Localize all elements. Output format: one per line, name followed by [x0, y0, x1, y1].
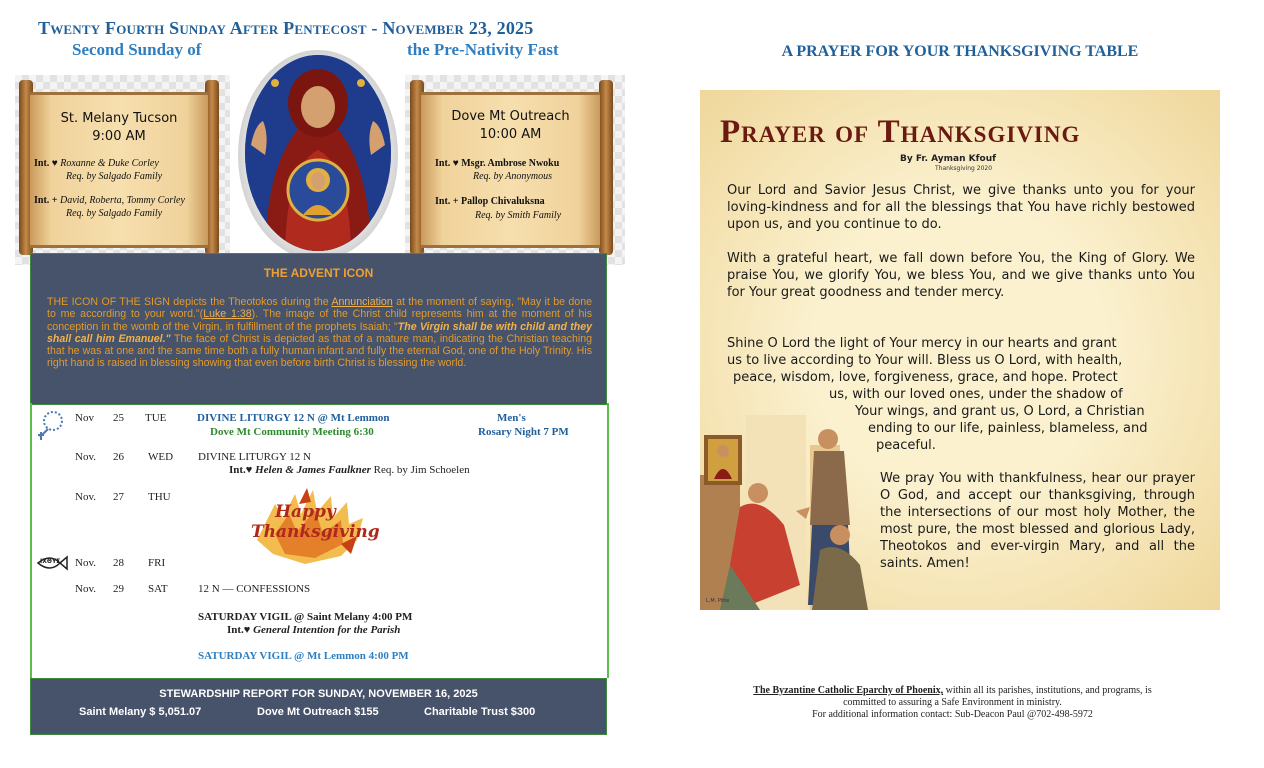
vigil-mt-lemmon: SATURDAY VIGIL @ Mt Lemmon 4:00 PM	[198, 650, 409, 662]
annunciation-link[interactable]: Annunciation	[331, 296, 393, 308]
row5-event: 12 N — CONFESSIONS	[198, 583, 311, 595]
prayer-para3-l5: Your wings, and grant us, O Lord, a Christian	[855, 404, 1145, 419]
thanksgiving-text: Thanksgiving	[251, 522, 380, 542]
row1-event: DIVINE LITURGY 12 N @ Mt Lemmon	[197, 412, 390, 424]
bulletin-title: Twenty Fourth Sunday After Pentecost - November 23, 2025	[38, 18, 534, 38]
scroll-time: 9:00 AM	[92, 129, 146, 144]
eparchy-link[interactable]: The Byzantine Catholic Eparchy of Phoenix,	[753, 685, 944, 696]
bulletin-subtitle-left: Second Sunday of	[72, 40, 202, 59]
row4-day: 28	[113, 557, 124, 569]
prayer-para3-l3: peace, wisdom, love, forgiveness, grace, and hope. Protect	[733, 370, 1118, 385]
stewardship-st-melany: Saint Melany $ 5,051.07	[79, 706, 202, 718]
theotokos-icon	[245, 55, 391, 251]
scroll-dove-mt	[421, 92, 600, 248]
advent-icon-box	[30, 253, 607, 405]
intention-2-req: Req. by Smith Family	[475, 210, 562, 221]
stewardship-charitable: Charitable Trust $300	[424, 706, 536, 718]
row2-day: 26	[113, 451, 124, 463]
scroll-title: St. Melany Tucson	[60, 111, 178, 126]
row5-day: 29	[113, 583, 124, 595]
scroll-rod-right-2	[599, 80, 613, 255]
ichthys-label: IXΘYΣ	[40, 558, 61, 565]
intention-1: Int. ♥ Msgr. Ambrose Nwoku	[435, 158, 560, 169]
row1-side2: Rosary Night 7 PM	[478, 426, 569, 438]
prayer-para3-l4: us, with our loved ones, under the shadow of	[829, 387, 1123, 402]
scroll-title: Dove Mt Outreach	[451, 109, 570, 124]
row1-side1: Men's	[497, 412, 526, 424]
bulletin-subtitle-right: the Pre-Nativity Fast	[407, 40, 559, 59]
prayer-para4: We pray You with thankfulness, hear our prayer O God, and accept our thanksgiving, through the intersections of our most holy Mother, the most pure, the most blessed and glorious Lady, Theotokos and ever-virgin Mary, and all the saints. Amen!	[880, 471, 1195, 571]
prayer-para3-l1: Shine O Lord the light of Your mercy in our hearts and grant	[727, 336, 1117, 351]
happy-text: Happy	[275, 502, 336, 522]
row4-month: Nov.	[75, 557, 96, 569]
scroll-st-melany	[30, 92, 208, 248]
art-signature: L.M. Pitte	[706, 598, 730, 604]
prayer-para3-l6: ending to our life, painless, blameless, and	[868, 421, 1148, 436]
row5-month: Nov.	[75, 583, 96, 595]
intention-2-req: Req. by Salgado Family	[66, 208, 163, 219]
row1-dow: TUE	[145, 412, 167, 424]
intention-1: Int. ♥ Roxanne & Duke Corley	[34, 158, 159, 169]
prayer-para3-l2: us to live according to Your will. Bless us O Lord, with health,	[727, 353, 1123, 368]
prayer-title: Prayer of Thanksgiving	[720, 114, 1081, 150]
stewardship-dove-mt: Dove Mt Outreach $155	[257, 706, 379, 718]
prayer-para1: Our Lord and Savior Jesus Christ, we give thanks unto you for your loving-kindness and for all the blessings that You have richly bestowed upon us, and you continue to do.	[727, 183, 1195, 232]
luke-link[interactable]: Luke 1:38	[203, 308, 252, 321]
stewardship-report	[30, 678, 607, 735]
scroll-time: 10:00 AM	[479, 127, 542, 142]
row1-month: Nov	[75, 412, 94, 424]
intention-1-req: Req. by Salgado Family	[66, 171, 163, 182]
row3-dow: THU	[148, 491, 171, 503]
stewardship-title: STEWARDSHIP REPORT FOR SUNDAY, NOVEMBER 16, 2025	[159, 688, 478, 700]
row2-dow: WED	[148, 451, 174, 463]
intention-2: Int. + David, Roberta, Tommy Corley	[34, 195, 185, 206]
happy-thanksgiving-graphic	[245, 484, 380, 570]
row1-sub: Dove Mt Community Meeting 6:30	[210, 426, 374, 438]
footer-line3: For additional information contact: Sub-Deacon Paul @702-498-5972	[812, 709, 1093, 720]
prayer-para3-l7: peaceful.	[876, 438, 936, 453]
prayer-para2: With a grateful heart, we fall down before You, the King of Glory. We praise You, we glorify You, we bless You, and we give thanks unto You for Your great goodness and tender mercy.	[727, 251, 1195, 300]
row1-day: 25	[113, 412, 124, 424]
row2-event: DIVINE LITURGY 12 N	[198, 451, 311, 463]
vigil-intention: Int.♥ General Intention for the Parish	[227, 624, 401, 636]
ichthys-fish	[36, 555, 68, 571]
row3-day: 27	[113, 491, 124, 503]
advent-title: THE ADVENT ICON	[263, 266, 374, 280]
footer-line2: committed to assuring a Safe Environment in ministry.	[843, 697, 1062, 708]
advent-text: THE ICON OF THE SIGN depicts the Theotokos during the Annunciation at the moment of saying, "May it be done to me according to your word."(Luke 1:38). The image of the Christ child represents him at the moment of his conception in the womb of the Virgin, in fulfillment of the prophets Isaiah; "The Virgin shall be with child and they shall call him Emanuel." The face of Christ is depicted as that of a mature man, indicating the Christian teaching that he was at one and the same time both a fully human infant and fully the eternal God, one of the Holy Trinity. His right hand is raised in blessing showing that even before birth Christ is blessing the world.	[47, 296, 592, 370]
row5-dow: SAT	[148, 583, 168, 595]
intention-1-req: Req. by Anonymous	[473, 171, 552, 182]
intention-2: Int. + Pallop Chivaluksna	[435, 196, 545, 207]
safe-environment-footer	[690, 685, 1215, 721]
row4-dow: FRI	[148, 557, 166, 569]
praying-figures-illustration	[700, 415, 875, 610]
prayer-card	[700, 90, 1220, 610]
vigil-st-melany: SATURDAY VIGIL @ Saint Melany 4:00 PM	[198, 611, 413, 623]
rosary-icon	[36, 407, 70, 441]
row2-month: Nov.	[75, 451, 96, 463]
prayer-author: By Fr. Ayman Kfouf	[900, 154, 997, 164]
prayer-heading: A PRAYER FOR YOUR THANKSGIVING TABLE	[781, 43, 1139, 60]
prayer-year: Thanksgiving 2020	[935, 165, 993, 172]
row2-intention: Int.♥ Helen & James Faulkner Req. by Jim Schoelen	[229, 464, 470, 476]
row3-month: Nov.	[75, 491, 96, 503]
footer-line1: The Byzantine Catholic Eparchy of Phoenix, within all its parishes, institutions, and programs, is	[753, 685, 1152, 696]
